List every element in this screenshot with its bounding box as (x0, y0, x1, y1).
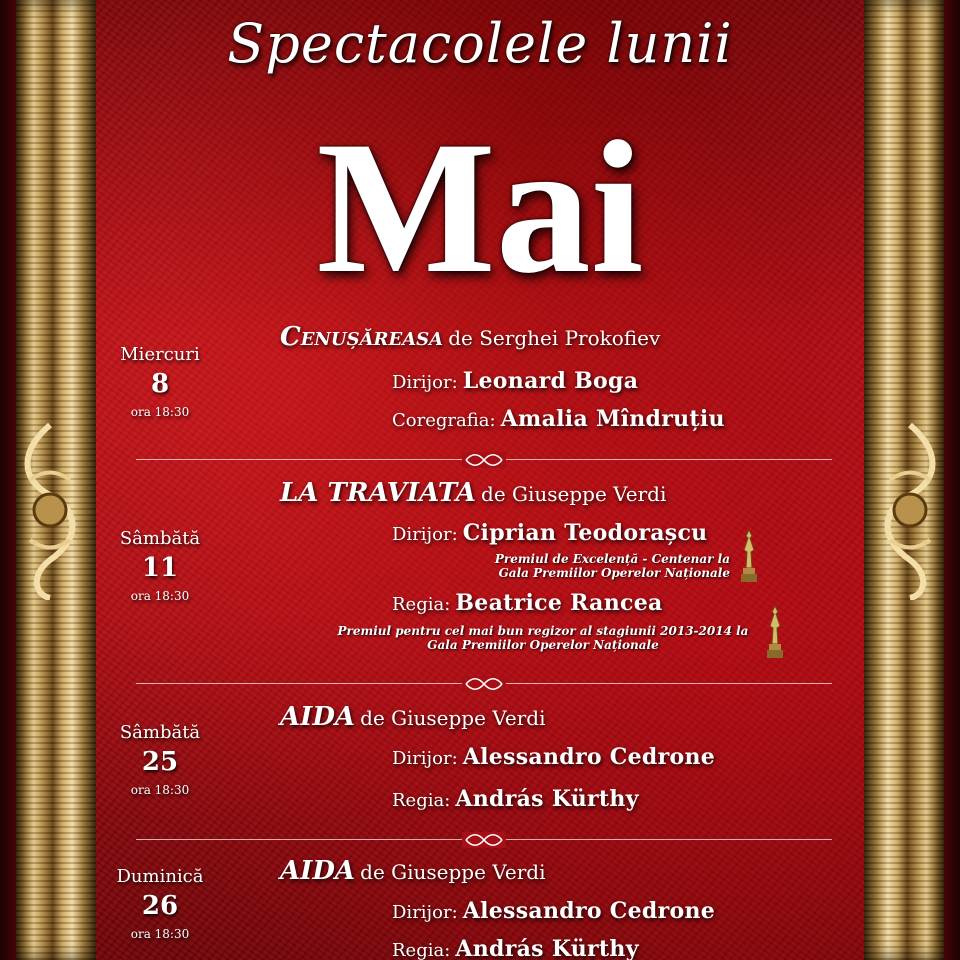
award-line: Gala Premiilor Operelor Naționale (427, 638, 659, 652)
work-title: LA TRAVIATA (280, 478, 476, 508)
section-divider (136, 452, 832, 468)
credit-name: Amalia Mîndruțiu (500, 406, 725, 432)
work-title: AIDA (280, 856, 356, 886)
event-time: ora 18:30 (130, 927, 190, 941)
work-author: de Giuseppe Verdi (360, 860, 546, 884)
credit-role: Dirijor: (392, 524, 458, 545)
section-divider (136, 676, 832, 692)
credit-name: Beatrice Rancea (455, 590, 663, 616)
frame-ornament-icon (10, 420, 90, 600)
credit-name: Alessandro Cedrone (462, 898, 716, 924)
event-title-line (280, 702, 546, 732)
event-date (100, 528, 220, 603)
credit-name: Ciprian Teodorașcu (462, 520, 708, 546)
credit-name: András Kürthy (455, 786, 639, 812)
event-time: ora 18:30 (130, 405, 190, 419)
credit-role: Regia: (392, 790, 451, 811)
credit-role: Dirijor: (392, 748, 458, 769)
event-time: ora 18:30 (130, 783, 190, 797)
credit-line (392, 406, 725, 432)
frame-ornament-icon (870, 420, 950, 600)
event-date (100, 722, 220, 797)
credit-role: Regia: (392, 594, 451, 615)
trophy-icon (738, 528, 760, 584)
event-title-line (280, 322, 660, 352)
header-script-title: Spectacolele lunii (227, 12, 733, 75)
event-weekday: Sâmbătă (119, 528, 201, 549)
event-date (100, 866, 220, 941)
event-time: ora 18:30 (130, 589, 190, 603)
credit-role: Dirijor: (392, 372, 458, 393)
trophy-icon (764, 604, 786, 660)
event-title-line (280, 856, 546, 886)
credit-line (392, 368, 638, 394)
work-title: AIDA (280, 702, 356, 732)
event-weekday: Miercuri (120, 344, 200, 365)
event-weekday: Sâmbătă (119, 722, 201, 743)
award-note (480, 552, 730, 580)
work-author: de Serghei Prokofiev (448, 326, 661, 350)
credit-line (392, 520, 707, 546)
event-weekday: Duminică (116, 866, 204, 887)
credit-line (392, 590, 663, 616)
divider-ornament-icon (462, 452, 506, 468)
credit-role: Dirijor: (392, 902, 458, 923)
work-author: de Giuseppe Verdi (481, 482, 667, 506)
divider-ornament-icon (462, 676, 506, 692)
month-title: Mai (316, 103, 644, 313)
award-line: Premiul de Excelență - Centenar la (494, 552, 730, 566)
credit-line (392, 898, 715, 924)
credit-line (392, 786, 639, 812)
credit-role: Regia: (392, 940, 451, 960)
credit-line (392, 936, 639, 960)
section-divider (136, 832, 832, 848)
event-date (100, 344, 220, 419)
event-day-number: 11 (141, 553, 179, 583)
event-day-number: 8 (150, 369, 170, 399)
credit-name: Alessandro Cedrone (462, 744, 716, 770)
credit-role: Coregrafia: (392, 410, 496, 431)
work-author: de Giuseppe Verdi (360, 706, 546, 730)
event-day-number: 26 (141, 891, 179, 921)
event-day-number: 25 (141, 747, 179, 777)
divider-ornament-icon (462, 832, 506, 848)
credit-line (392, 744, 715, 770)
credit-name: Leonard Boga (462, 368, 639, 394)
award-line: Premiul pentru cel mai bun regizor al stagiunii 2013-2014 la (337, 624, 749, 638)
award-line: Gala Premiilor Operelor Naționale (498, 566, 730, 580)
event-title-line (280, 478, 666, 508)
award-note (330, 624, 756, 652)
work-title: Cenușăreasa (280, 322, 444, 352)
credit-name: András Kürthy (455, 936, 639, 960)
